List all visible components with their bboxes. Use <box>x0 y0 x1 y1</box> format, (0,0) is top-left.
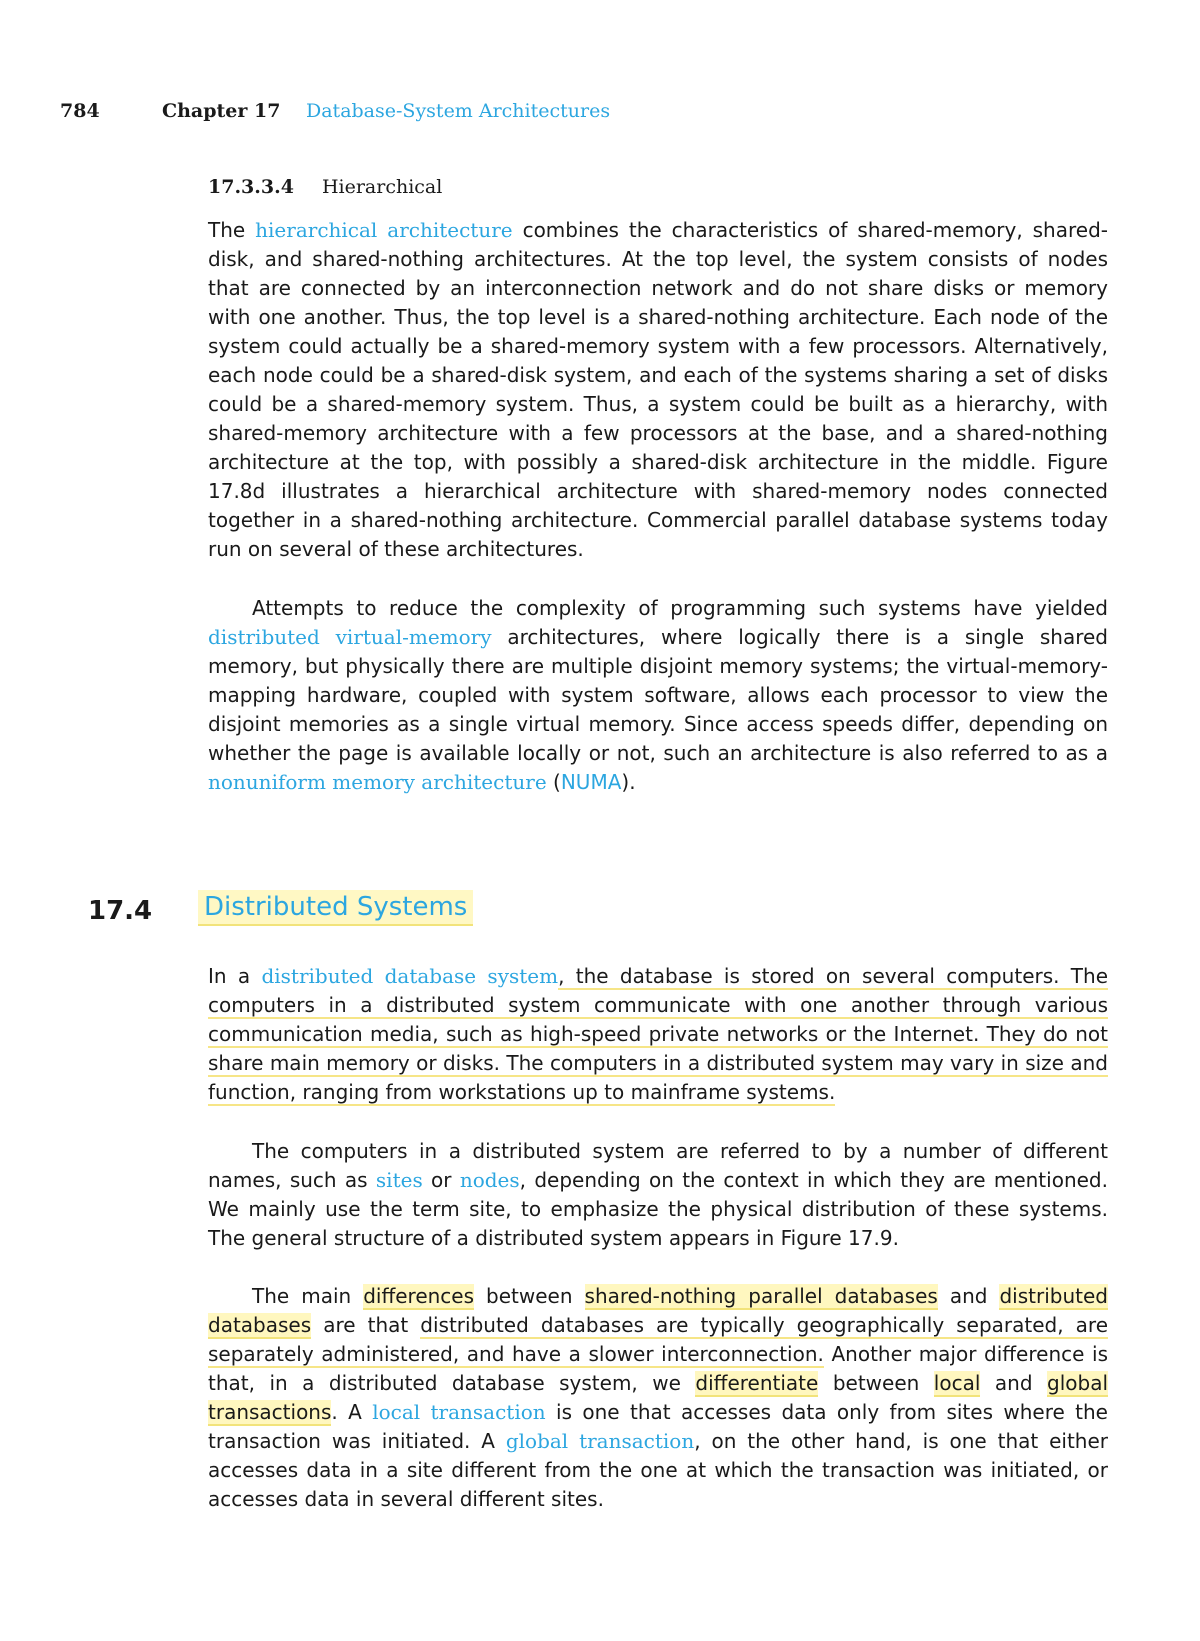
text-run: The computers in a distributed system are referred to by a number of different names, such as <box>208 1139 1108 1192</box>
paragraph-numa <box>208 594 1108 797</box>
page-number: 784 <box>60 100 100 122</box>
term-hierarchical-architecture: hierarchical architecture <box>255 218 513 242</box>
term-distributed-database-system: distributed database system <box>261 964 559 988</box>
text-run: , on the other hand, is one that either accesses data in a site different from the one at which the transaction was initiated, or accesses data in several different sites. <box>208 1429 1108 1511</box>
highlight-local: local <box>933 1371 981 1395</box>
chapter-title: Database-System Architectures <box>306 100 611 122</box>
highlight-differences: differences <box>363 1284 475 1308</box>
text-run: Another major difference is that, in a distributed database system, we <box>208 1342 1108 1395</box>
highlight-distributed-databases: distributed databases <box>208 1284 1108 1337</box>
text-run: ( <box>546 770 561 794</box>
paragraph-hierarchical <box>208 216 1108 564</box>
highlight-differentiate: differentiate <box>695 1371 819 1395</box>
section-number: 17.4 <box>88 896 153 926</box>
text-run: Attempts to reduce the complexity of programming such systems have yielded <box>252 596 1108 620</box>
term-nodes: nodes <box>459 1168 520 1192</box>
text-run: and <box>937 1284 1000 1308</box>
text-run: . A <box>331 1400 373 1424</box>
term-distributed-virtual-memory: distributed virtual-memory <box>208 625 492 649</box>
subsection-number: 17.3.3.4 <box>208 176 294 198</box>
highlight-shared-nothing-parallel-databases: shared-nothing parallel databases <box>584 1284 938 1308</box>
term-local-transaction: local transaction <box>372 1400 546 1424</box>
text-run: between <box>818 1371 934 1395</box>
paragraph-distributed-intro <box>208 962 1108 1107</box>
text-run: , depending on the context in which they are mentioned. We mainly use the term site, to emphasize the physical distribution of these systems. The general structure of a distributed system appears in Figure 17.9. <box>208 1168 1108 1250</box>
text-run: or <box>422 1168 460 1192</box>
term-nonuniform-memory-architecture: nonuniform memory architecture <box>208 770 547 794</box>
underlined-text: distributed databases are typically geographically separated, are separately administered, and have a slower interconnection. <box>208 1313 1109 1366</box>
term-sites: sites <box>375 1168 423 1192</box>
highlight-global-transactions: global transactions <box>208 1371 1109 1424</box>
text-run: is one that accesses data only from sites where the transaction was initiated. A <box>208 1400 1108 1453</box>
text-run: and <box>980 1371 1048 1395</box>
text-run: between <box>474 1284 585 1308</box>
acronym-numa: NUMA <box>560 770 622 794</box>
text-run: The main <box>252 1284 364 1308</box>
paragraph-differences <box>208 1282 1108 1514</box>
text-run: The <box>208 218 256 242</box>
subsection-heading <box>208 176 442 198</box>
underlined-text: , the database is stored on several computers. The computers in a distributed system communicate with one another through various communication media, such as high-speed private networks or the Internet. They do not share main memory or disks. The computers in a distributed system may vary in size and function, ranging from workstations up to mainframe systems. <box>208 964 1109 1104</box>
running-header <box>60 100 1140 130</box>
text-run: ). <box>621 770 636 794</box>
paragraph-sites-nodes <box>208 1137 1108 1253</box>
text-run: architectures, where logically there is a single shared memory, but physically there are multiple disjoint memory systems; the virtual-memory-mapping hardware, coupled with system software, allows each processor to view the disjoint memories as a single virtual memory. Since access speeds differ, depending on whether the page is available locally or not, such an architecture is also referred to as a <box>208 625 1108 765</box>
text-run: are that <box>311 1313 421 1337</box>
term-global-transaction: global transaction <box>505 1429 695 1453</box>
chapter-label: Chapter 17 <box>162 100 281 122</box>
subsection-title: Hierarchical <box>321 176 443 198</box>
text-run: combines the characteristics of shared-memory, shared-disk, and shared-nothing architectures. At the top level, the system consists of nodes that are connected by an interconnection network and do not share disks or memory with one another. Thus, the top level is a shared-nothing architecture. Each node of the system could actually be a shared-memory system with a few processors. Alternatively, each node could be a shared-disk system, and each of the systems sharing a set of disks could be a shared-memory system. Thus, a system could be built as a hierarchy, with shared-memory architecture with a few processors at the base, and a shared-nothing architecture at the top, with possibly a shared-disk architecture in the middle. Figure 17.8d illustrates a hierarchical architecture with shared-memory nodes connected together in a shared-nothing architecture. Commercial parallel database systems today run on several of these architectures. <box>208 218 1108 561</box>
text-run: In a <box>208 964 262 988</box>
section-title: Distributed Systems <box>198 890 473 926</box>
